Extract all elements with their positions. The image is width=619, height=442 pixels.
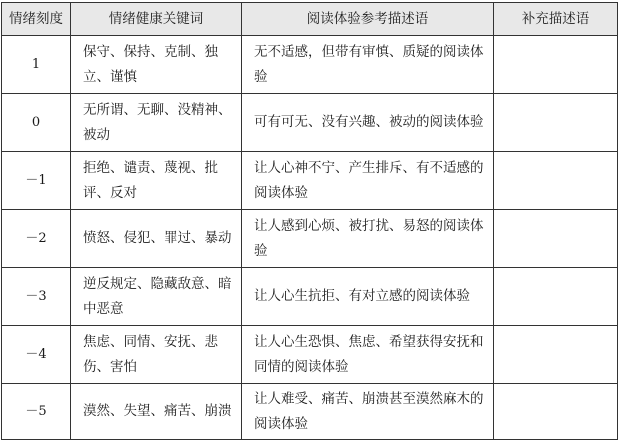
description-cell: 让人难受、痛苦、崩溃甚至漠然麻木的阅读体验 — [242, 384, 494, 440]
supplement-cell — [494, 210, 618, 268]
table-row — [2, 384, 618, 440]
table-row — [2, 268, 618, 326]
keywords-cell: 漠然、失望、痛苦、崩溃 — [71, 384, 242, 440]
keywords-cell: 拒绝、谴责、蔑视、批评、反对 — [71, 152, 242, 210]
scale-cell: －1 — [2, 152, 71, 210]
keywords-cell: 愤怒、侵犯、罪过、暴动 — [71, 210, 242, 268]
table-row — [2, 210, 618, 268]
keywords-cell: 无所谓、无聊、没精神、被动 — [71, 94, 242, 152]
keywords-cell: 保守、保持、克制、独立、谨慎 — [71, 36, 242, 94]
table-row — [2, 36, 618, 94]
supplement-cell — [494, 384, 618, 440]
table-row — [2, 152, 618, 210]
keywords-cell: 焦虑、同情、安抚、悲伤、害怕 — [71, 326, 242, 384]
description-cell: 让人心生抗拒、有对立感的阅读体验 — [242, 268, 494, 326]
scale-cell: 1 — [2, 36, 71, 94]
table-body — [2, 36, 618, 440]
description-cell: 无不适感，但带有审慎、质疑的阅读体验 — [242, 36, 494, 94]
supplement-cell — [494, 94, 618, 152]
supplement-cell — [494, 268, 618, 326]
scale-cell: －5 — [2, 384, 71, 440]
keywords-cell: 逆反规定、隐藏敌意、暗中恶意 — [71, 268, 242, 326]
description-cell: 让人心生恐惧、焦虑、希望获得安抚和同情的阅读体验 — [242, 326, 494, 384]
description-cell: 让人感到心烦、被打扰、易怒的阅读体验 — [242, 210, 494, 268]
scale-cell: －3 — [2, 268, 71, 326]
supplement-cell — [494, 36, 618, 94]
header-supplement: 补充描述语 — [494, 3, 618, 36]
description-cell: 可有可无、没有兴趣、被动的阅读体验 — [242, 94, 494, 152]
scale-cell: －2 — [2, 210, 71, 268]
table-row — [2, 94, 618, 152]
scale-cell: 0 — [2, 94, 71, 152]
header-row — [2, 3, 618, 36]
header-description: 阅读体验参考描述语 — [242, 3, 494, 36]
supplement-cell — [494, 326, 618, 384]
description-cell: 让人心神不宁、产生排斥、有不适感的阅读体验 — [242, 152, 494, 210]
scale-cell: －4 — [2, 326, 71, 384]
emotion-scale-table — [1, 2, 618, 440]
supplement-cell — [494, 152, 618, 210]
table-header — [2, 3, 618, 36]
header-keywords: 情绪健康关键词 — [71, 3, 242, 36]
table-row — [2, 326, 618, 384]
header-scale: 情绪刻度 — [2, 3, 71, 36]
